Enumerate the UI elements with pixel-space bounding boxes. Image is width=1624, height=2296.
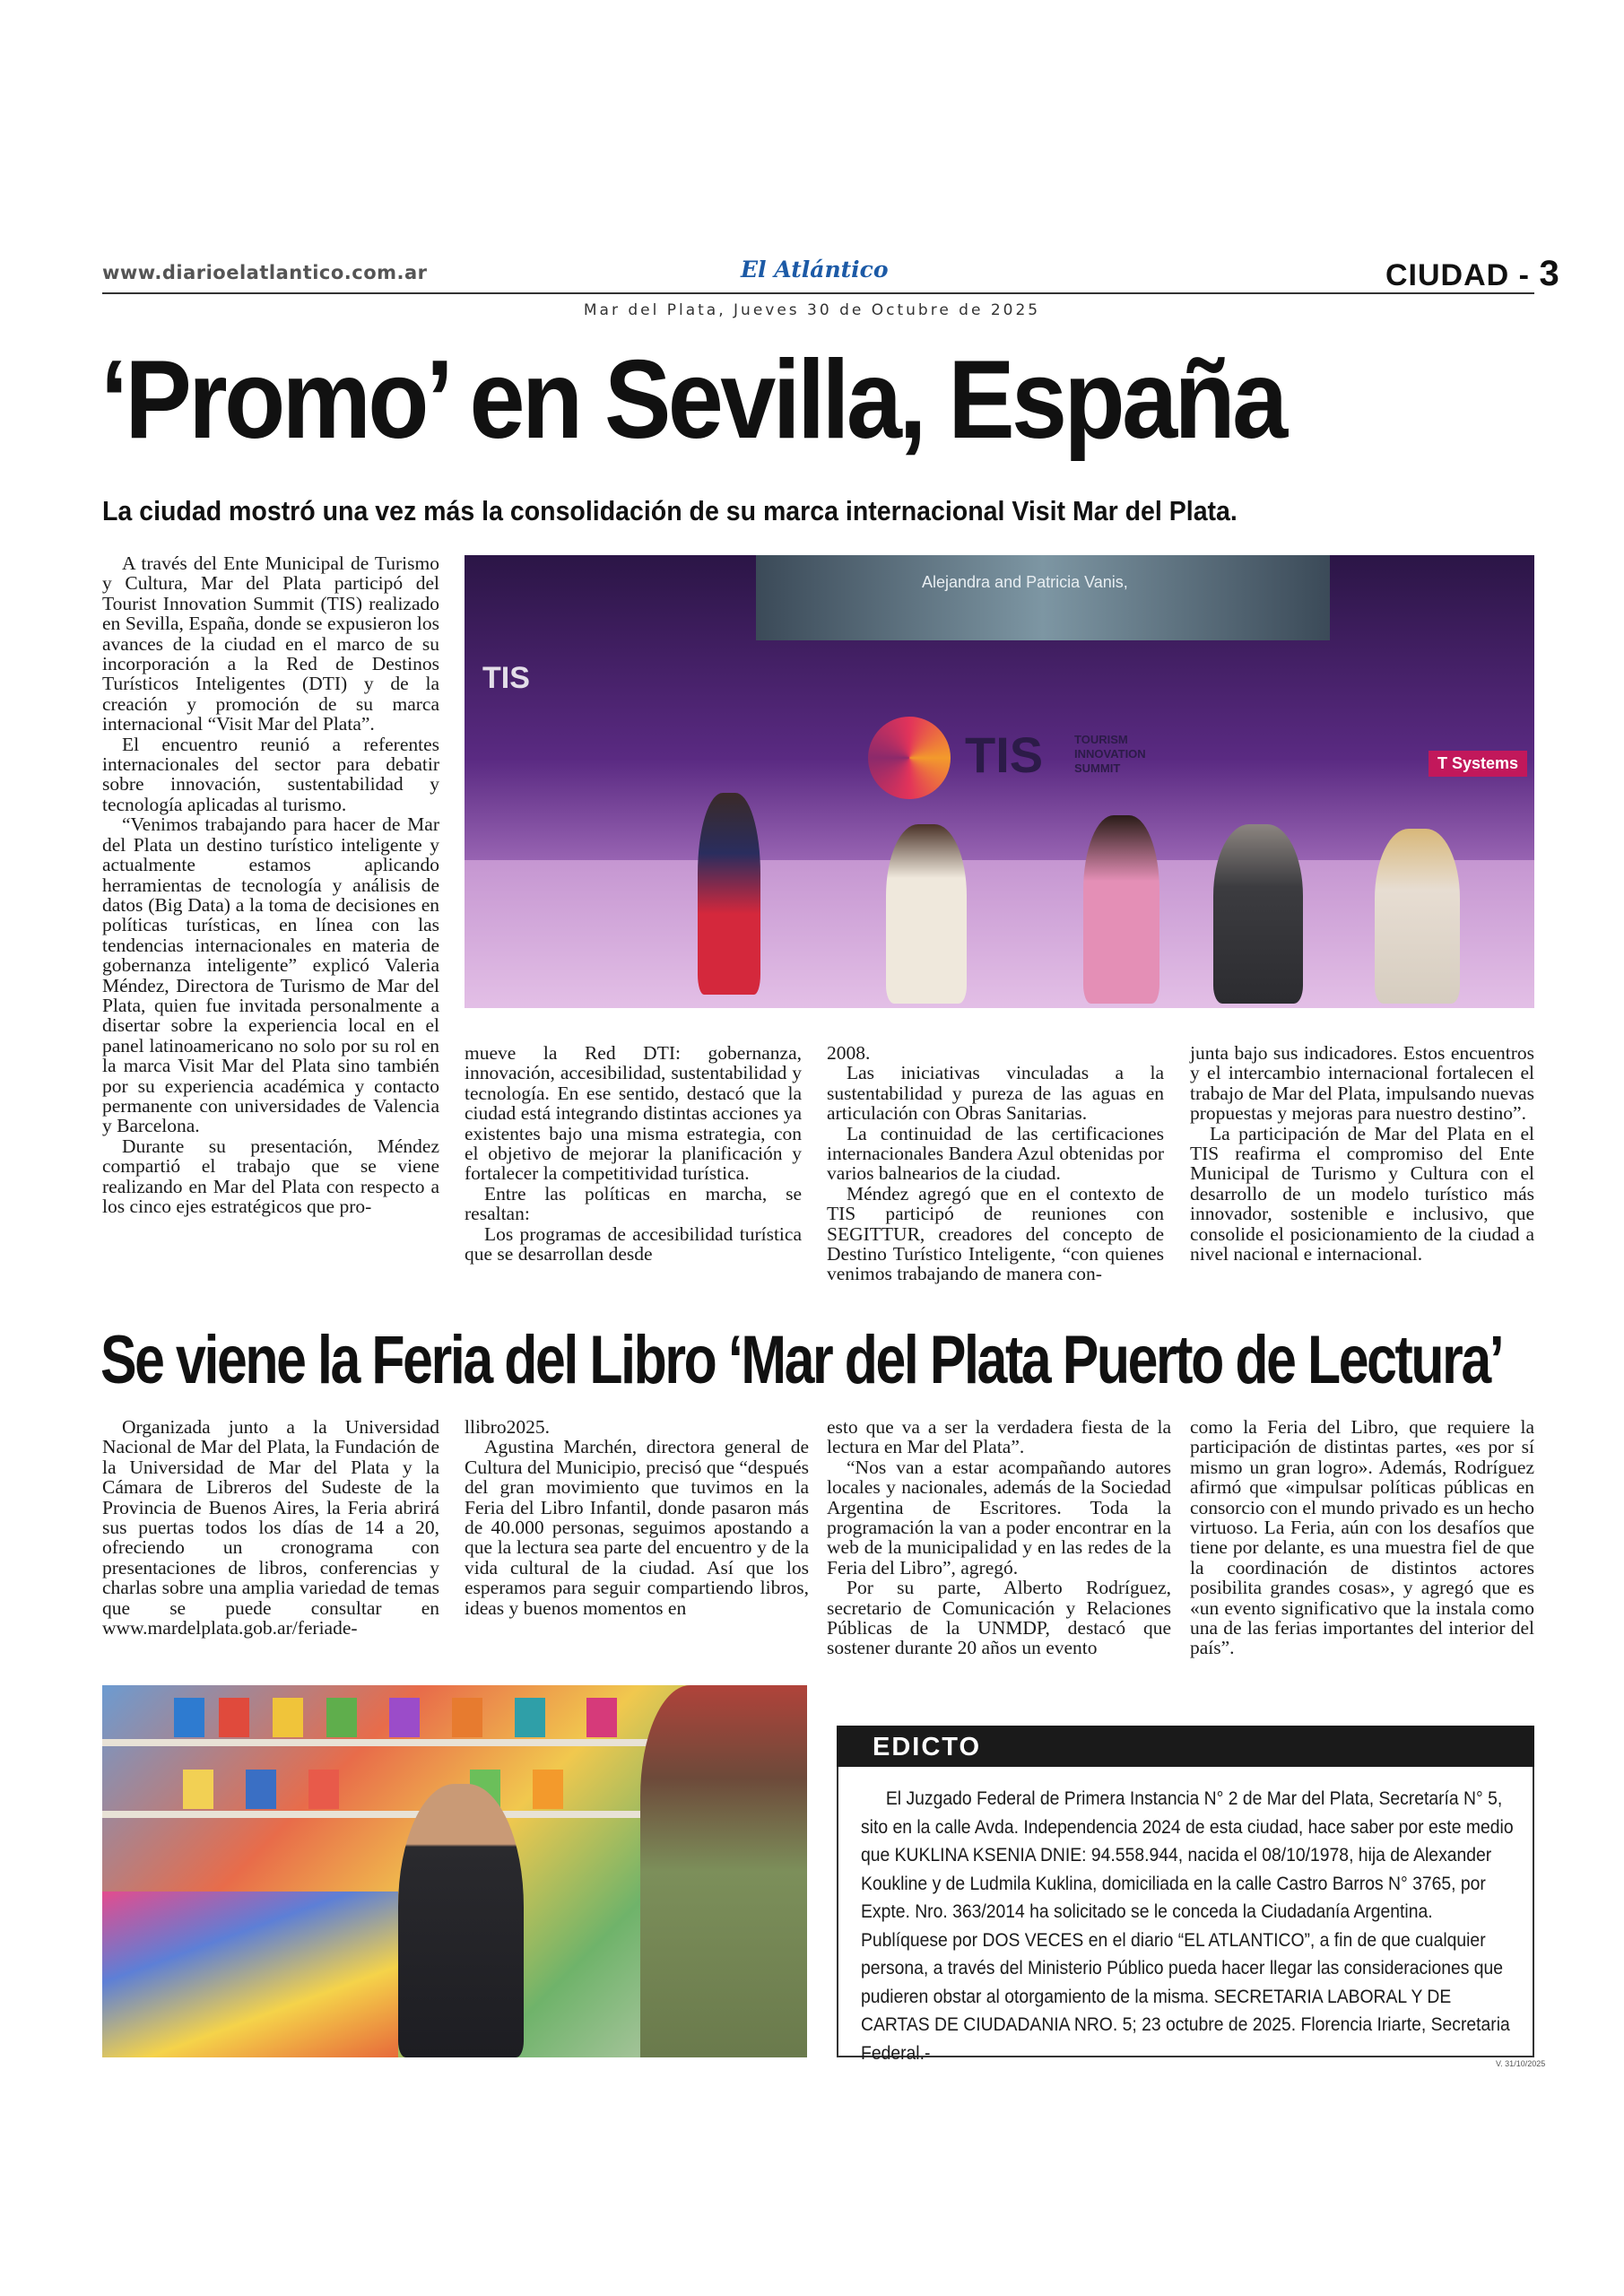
site-url: www.diarioelatlantico.com.ar [102,262,428,283]
paragraph: La participación de Mar del Plata en el TIS reafirma el compromiso del Ente Municipal de Turismo y Cultura con el desarrollo de un modelo turístico más innovador, sostenible e inclusivo, que consolide el posicionamiento de la ciudad a nivel nacional e internacional. [1190,1122,1534,1265]
paragraph: llibro2025. [465,1416,550,1438]
edicto-code: V. 31/10/2025 [1496,2059,1546,2068]
book [586,1698,617,1737]
dateline: Mar del Plata, Jueves 30 de Octubre de 2025 [583,301,1041,319]
paragraph: “Nos van a estar acompañando autores locales y nacionales, además de la Sociedad Argentina de Escritores. Toda la programación la van a poder encontrar en la web de la municipalidad y en las redes de la Feria del Libro”, agregó. [827,1456,1171,1578]
paragraph: como la Feria del Libro, que requiere la participación de distintas partes, «es por sí mismo un gran logro». Además, Rodríguez afirmó que «impulsar políticas públicas en consorcio con el mundo privado es un hecho virtuoso. La Feria, aún con los desafíos que tiene por delante, es una muestra fiel de que la coordinación de distintos actores posibilita grandes cosas», y agregó que es «un evento significativo que la instala como una de las ferias importantes del interior del país”. [1190,1416,1534,1659]
adult-figure [640,1685,807,2057]
article1-headline: ‘Promo’ en Sevilla, España [100,338,1285,462]
paragraph: Los programas de accesibilidad turística que se desarrollan desde [465,1222,802,1265]
stage-screen [756,555,1330,640]
article2-column-3 [827,1417,1171,1658]
section-name: CIUDAD - [1385,258,1540,292]
page-number: 3 [1539,254,1560,293]
paragraph: esto que va a ser la verdadera fiesta de la lectura en Mar del Plata”. [827,1416,1171,1458]
book [533,1770,563,1809]
article2-column-1 [102,1417,439,1638]
panelist-figure [1375,829,1460,1004]
article2-headline: Se viene la Feria del Libro ‘Mar del Plata Puerto de Lectura’ [100,1322,1503,1398]
panelist-figure [1213,824,1303,1004]
newspaper-logo: El Atlántico [741,257,889,283]
book [452,1698,482,1737]
edicto-text: El Juzgado Federal de Primera Instancia N° 2 de Mar del Plata, Secretaría N° 5, sito en la calle Avda. Independencia 2024 de esta ciudad, hace saber por este medio que KUKLINA KSENIA DNIE: 94.558.944, nacida el 08/10/1978, hija de Alexander Koukline y de Ludmila Kuklina, domiciliada en la calle Castro Barros N° 3765, por Expte. Nro. 363/2014 ha solicitado se le conceda la Ciudadanía Argentina. Publíquese por DOS VECES en el diario “EL ATLANTICO”, a fin de que cualquier persona, a través del Ministerio Público pueda hacer llegar las consideraciones que pudieren obstar al otorgamiento de la misma. SECRETARIA LABORAL Y DE CARTAS DE CIUDADANIA NRO. 5; 23 octubre de 2025. Florencia Iriarte, Secretaria Federal.- [861,1788,1514,2064]
paragraph: 2008. [827,1042,871,1064]
book [273,1698,303,1737]
panelist-figure [1083,815,1159,1004]
paragraph: Agustina Marchén, directora general de Cultura del Municipio, precisó que “después del gran movimiento que tuvimos en la Feria del Libro Infantil, donde pasaron más de 40.000 personas, seguimos apostando a que la lectura sea parte del encuentro y de la vida cultural de la ciudad. Así que los esperamos para seguir compartiendo libros, ideas y buenos momentos en [465,1436,809,1619]
book [326,1698,357,1737]
edicto-title: EDICTO [873,1733,982,1761]
article2-column-4 [1190,1417,1534,1658]
paragraph: Entre las políticas en marcha, se resaltan: [465,1182,802,1225]
paragraph: Organizada junto a la Universidad Nacional de Mar del Plata, la Fundación de la Universidad de Mar del Plata y la Cámara de Libreros del Sudeste de la Provincia de Buenos Aires, la Feria abrirá sus puertas todos los días de 14 a 20, ofreciendo un cronograma con presentaciones de libros, conferencias y charlas sobre una amplia variedad de temas que se puede consultar en www.mardelplata.gob.ar/feriade- [102,1416,439,1639]
book [308,1770,339,1809]
tis-side-banner: TIS [482,661,530,695]
book [174,1698,204,1737]
tis-logo-subtitle: TOURISM INNOVATION SUMMIT [1074,733,1146,775]
paragraph: La continuidad de las certificaciones internacionales Bandera Azul obtenidas por varios balnearios de la ciudad. [827,1122,1164,1185]
edicto-body [861,1785,1517,2067]
child-figure [398,1784,524,2057]
paragraph: Las iniciativas vinculadas a la sustentabilidad y pureza de las aguas en articulación con Obras Sanitarias. [827,1062,1164,1125]
section-label [1385,254,1560,294]
article1-column-1 [102,553,439,1216]
article1-column-2 [465,1043,802,1264]
article2-column-2 [465,1417,809,1618]
book-fair-photo [102,1685,807,2057]
article1-subhead: La ciudad mostró una vez más la consolidación de su marca internacional Visit Mar del Plata. [102,495,1238,526]
tis-globe-icon [868,717,951,799]
paragraph: Por su parte, Alberto Rodríguez, secretario de Comunicación y Relaciones Públicas de la UNMDP, destacó que sostener durante 20 años un evento [827,1577,1171,1659]
sponsor-banner: T Systems [1429,751,1527,777]
book [246,1770,276,1809]
header-rule [102,292,1534,294]
book-table [102,1892,398,2057]
paragraph: Durante su presentación, Méndez compartió el trabajo que se viene realizando en Mar del Plata con respecto a los cinco ejes estratégicos que pro- [102,1135,439,1217]
book [515,1698,545,1737]
tis-logo-text: TIS [965,726,1044,783]
speaker-figure [698,793,760,995]
book [183,1770,213,1809]
paragraph: junta bajo sus indicadores. Estos encuentros y el intercambio internacional fortalecen el trabajo de Mar del Plata, impulsando nuevas propuestas y mejoras para nuestro destino”. [1190,1042,1534,1125]
article1-column-4 [1190,1043,1534,1264]
paragraph: A través del Ente Municipal de Turismo y Cultura, Mar del Plata participó del Tourist Innovation Summit (TIS) realizado en Sevilla, España, donde se expusieron los avances de la ciudad en el marco de su incorporación a la Red de Destinos Turísticos Inteligentes (DTI) y de la creación y promoción de su marca internacional “Visit Mar del Plata”. [102,552,439,735]
panelist-figure [886,824,967,1004]
book [219,1698,249,1737]
paragraph: Méndez agregó que en el contexto de TIS participó de reuniones con SEGITTUR, creadores del concepto de Destino Turístico Inteligente, “con quienes venimos trabajando de manera con- [827,1182,1164,1285]
edicto-header [837,1726,1534,1767]
paragraph: mueve la Red DTI: gobernanza, innovación, accesibilidad, sustentabilidad y tecnología. En ese sentido, destacó que la ciudad está integrando distintas acciones ya existentes bajo una misma estrategia, con el objetivo de mejorar la planificación y fortalecer la competitividad turística. [465,1042,802,1185]
article1-column-3 [827,1043,1164,1284]
book [389,1698,420,1737]
paragraph: “Venimos trabajando para hacer de Mar del Plata un destino turístico inteligente y actualmente estamos aplicando herramientas de tecnología y análisis de datos (Big Data) a la toma de decisiones en políticas turísticas, en línea con las tendencias internacionales en materia de gobernanza inteligente” explicó Valeria Méndez, Directora de Turismo de Mar del Plata, quien fue invitada personalmente a disertar sobre la experiencia local en el panel latinoamericano no solo por su rol en la marca Visit Mar del Plata sino también por su experiencia académica y contacto permanente con universidades de Valencia y Barcelona. [102,813,439,1137]
tis-banner [868,708,1173,806]
paragraph: El encuentro reunió a referentes internacionales del sector para debatir sobre innovación, sustentabilidad y tecnología aplicadas al turismo. [102,733,439,815]
summit-photo [465,555,1534,1008]
screen-caption: Alejandra and Patricia Vanis, [922,573,1128,591]
